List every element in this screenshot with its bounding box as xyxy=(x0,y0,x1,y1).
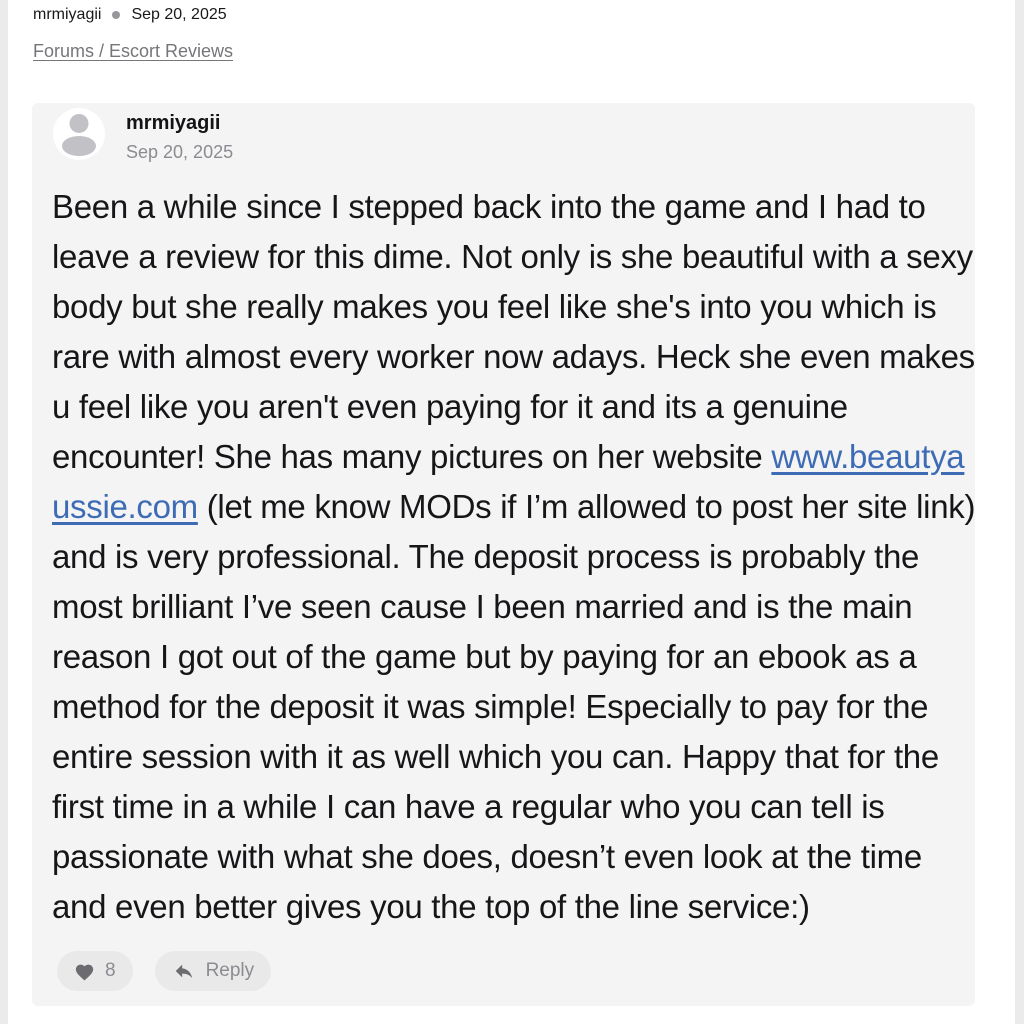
heart-icon xyxy=(74,962,95,981)
post-body-line xyxy=(52,282,951,332)
post-body-line xyxy=(52,432,965,482)
post-card xyxy=(32,103,975,1006)
post-header xyxy=(32,103,975,164)
post-body-text: encounter! She has many pictures on her website xyxy=(52,438,772,475)
post-body-text: (let me know MODs if I’m allowed to post her site link) xyxy=(197,488,976,525)
post-body-line xyxy=(52,832,951,882)
post-body-text: leave a review for this dime. Not only is she beautiful with a sexy xyxy=(52,238,973,275)
post-body-line xyxy=(52,182,951,232)
page-edge-right xyxy=(1015,0,1024,1024)
post-body-link[interactable]: www.beautya xyxy=(771,438,965,475)
author-block xyxy=(126,108,233,164)
post-body-text: most brilliant I’ve seen cause I been married and is the main xyxy=(52,588,913,625)
reply-arrow-icon xyxy=(172,960,196,982)
post-body-text: reason I got out of the game but by paying for an ebook as a xyxy=(52,638,917,675)
post-body-text: entire session with it as well which you can. Happy that for the xyxy=(52,738,939,775)
post-body-line xyxy=(52,882,951,932)
post-body-line xyxy=(52,782,951,832)
post-body-line xyxy=(52,382,951,432)
person-icon xyxy=(53,108,105,160)
thread-meta xyxy=(33,6,227,24)
page-edge-left xyxy=(0,0,8,1024)
post-body-line xyxy=(52,732,951,782)
post-body-line xyxy=(52,332,975,382)
post-body-line xyxy=(52,482,976,532)
like-count: 8 xyxy=(105,960,116,981)
post-body-line xyxy=(52,582,951,632)
thread-author: mrmiyagii xyxy=(33,6,102,23)
post-body-text: passionate with what she does, doesn’t even look at the time xyxy=(52,838,922,875)
post-body-line xyxy=(52,232,973,282)
breadcrumb[interactable]: Forums / Escort Reviews xyxy=(33,41,234,61)
thread-date: Sep 20, 2025 xyxy=(131,6,227,23)
post-body xyxy=(52,182,976,932)
post-body-text: rare with almost every worker now adays. Heck she even makes xyxy=(52,338,975,375)
avatar[interactable] xyxy=(53,108,105,160)
like-button[interactable] xyxy=(57,951,133,991)
separator-dot-icon xyxy=(112,11,120,19)
post-body-text: method for the deposit it was simple! Especially to pay for the xyxy=(52,688,929,725)
post-body-text: u feel like you aren't even paying for it and its a genuine xyxy=(52,388,848,425)
post-actions xyxy=(57,951,975,991)
post-body-line xyxy=(52,682,951,732)
post-body-text: body but she really makes you feel like she's into you which is xyxy=(52,288,937,325)
post-body-line xyxy=(52,532,951,582)
post-body-text: and is very professional. The deposit process is probably the xyxy=(52,538,920,575)
post-body-text: and even better gives you the top of the line service:) xyxy=(52,888,810,925)
post-author-name[interactable]: mrmiyagii xyxy=(126,112,221,134)
post-body-text: Been a while since I stepped back into the game and I had to xyxy=(52,188,926,225)
reply-label: Reply xyxy=(205,960,255,981)
post-date: Sep 20, 2025 xyxy=(126,142,234,162)
post-body-text: first time in a while I can have a regular who you can tell is xyxy=(52,788,885,825)
post-body-line xyxy=(52,632,951,682)
reply-button[interactable] xyxy=(155,951,272,991)
post-body-link[interactable]: ussie.com xyxy=(52,488,198,525)
